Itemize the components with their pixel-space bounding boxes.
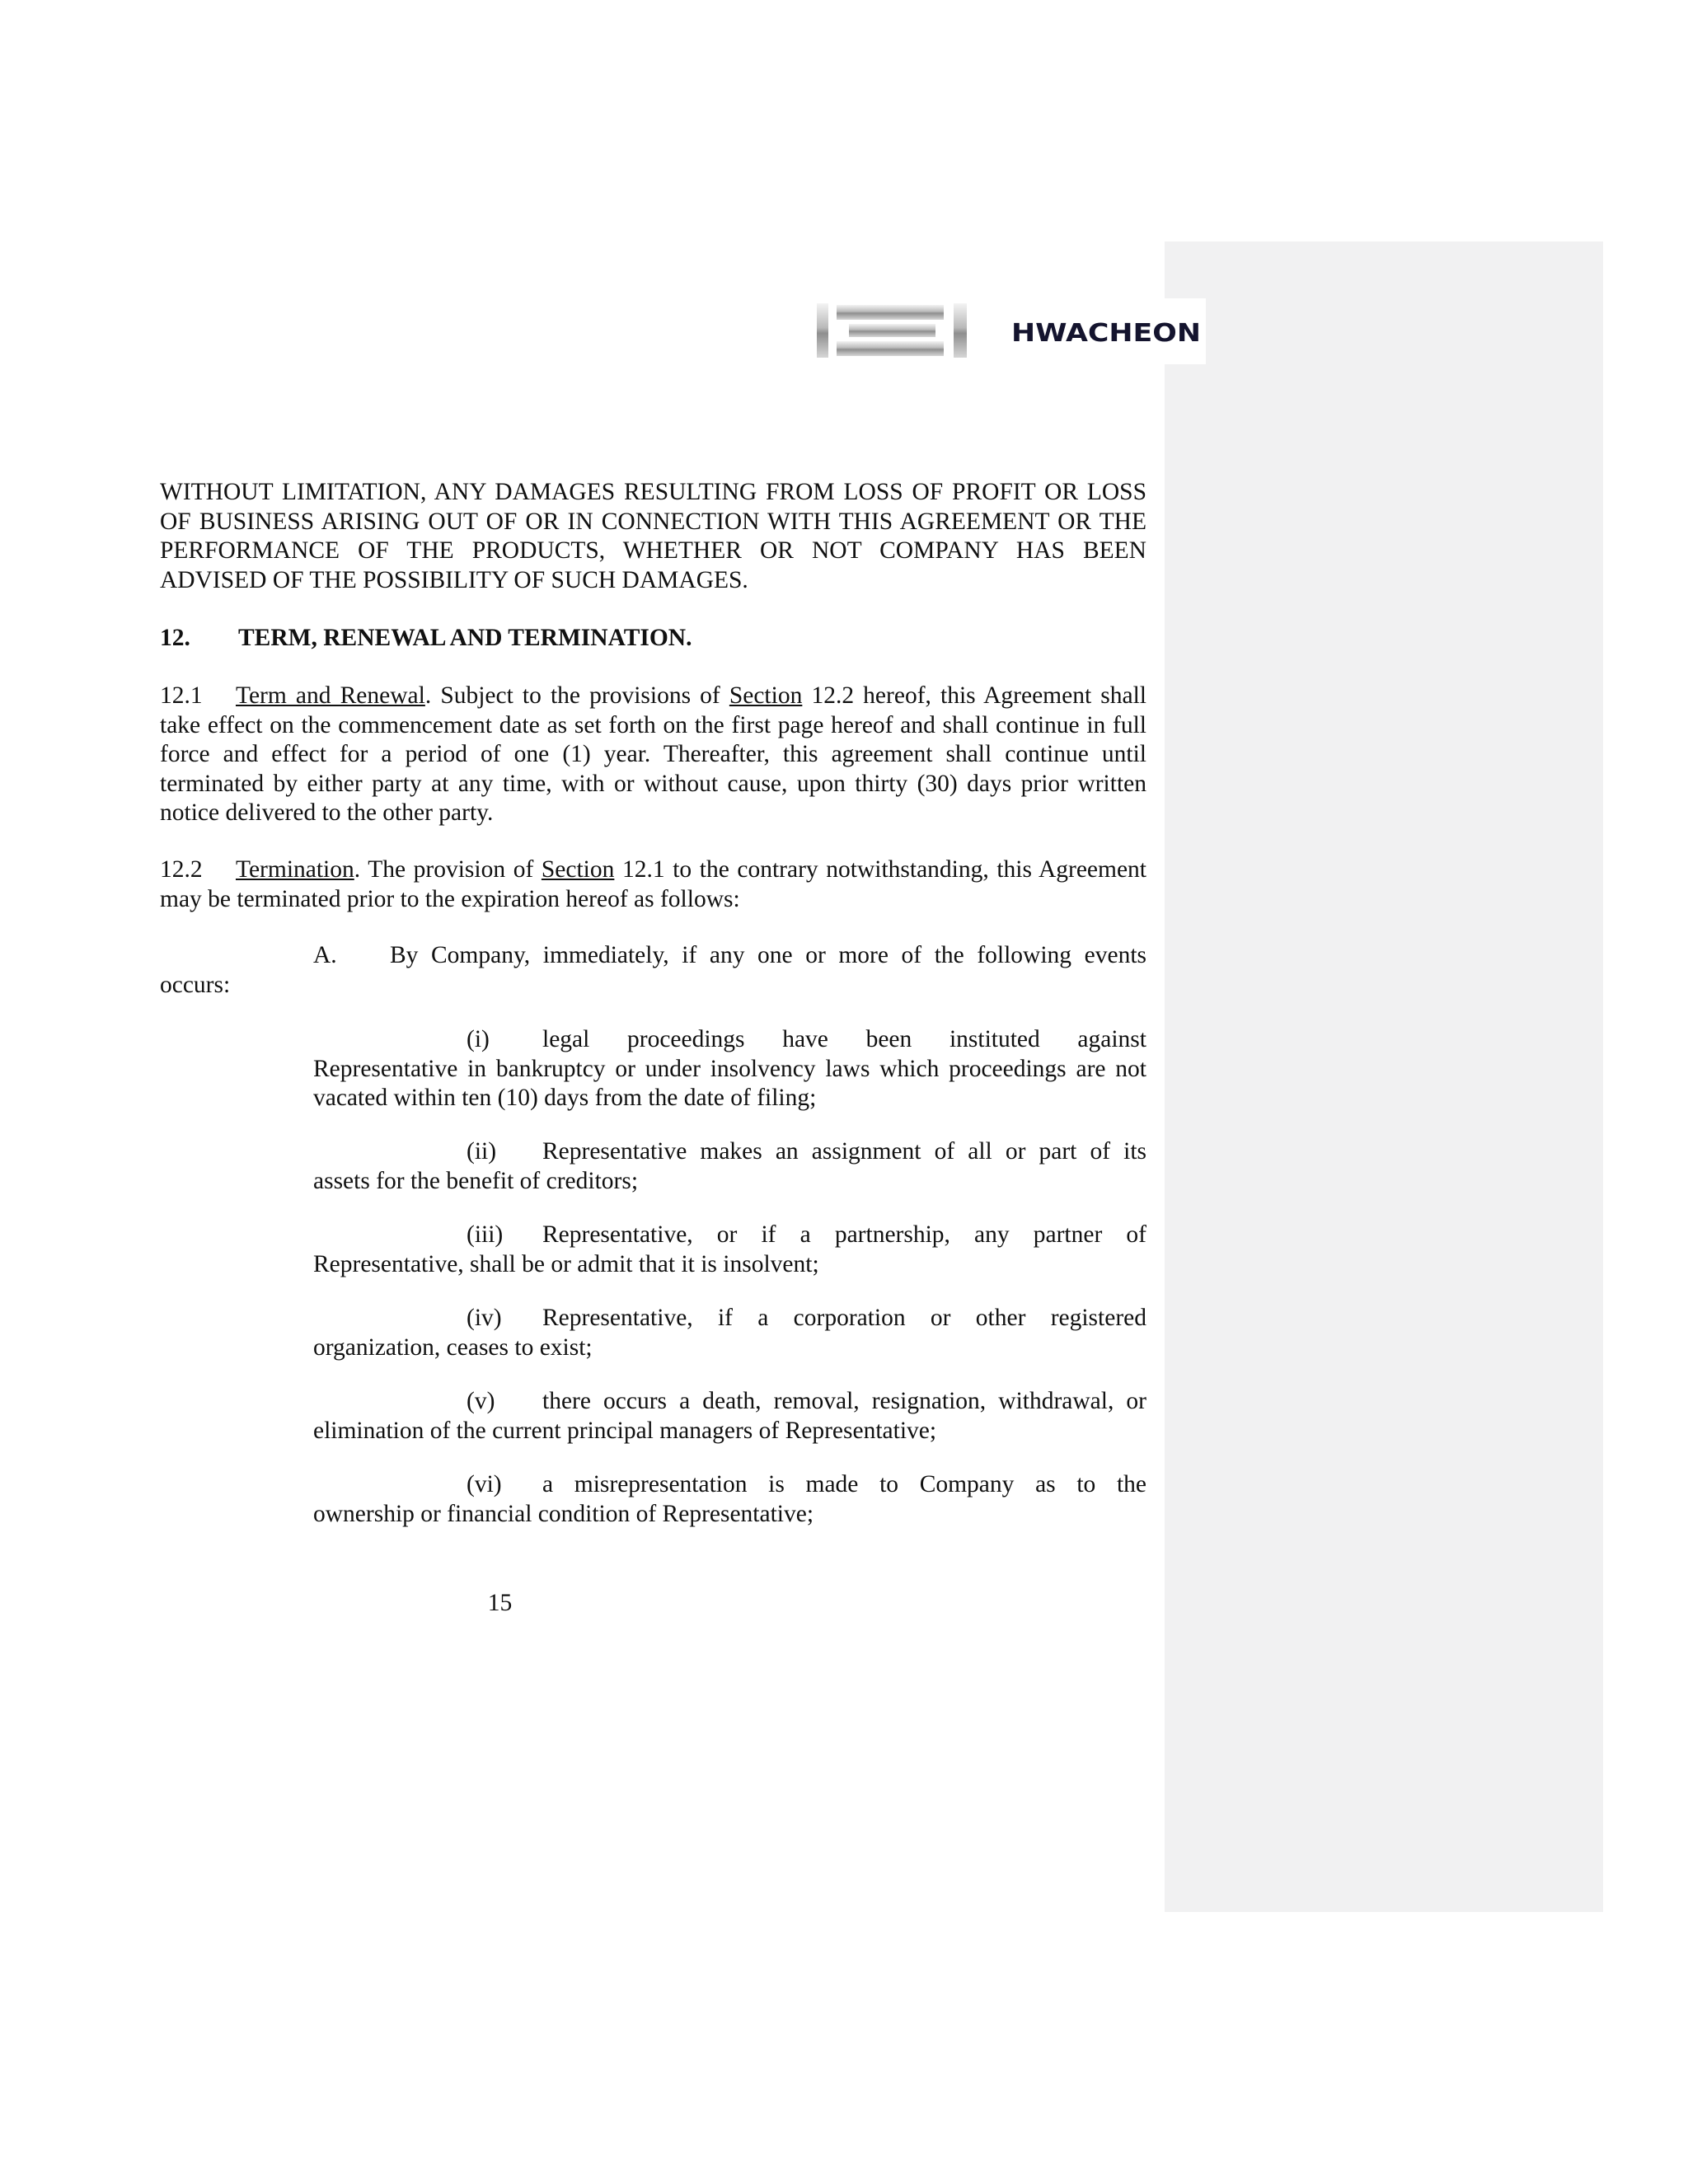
subitem-first-line: Representative, or if a partnership, any partner of [542, 1221, 1146, 1248]
list-item [313, 1387, 1146, 1446]
clause-body-text: 12.2 hereof, this Agreement shall take effect on the commencement date as set forth on the first page hereof and shall continue in full force and effect for a period of one (1) year. Thereafter, this agreement shall continue until terminated by either party at any time, with or without cause, upon thirty (30) days prior written notice delivered to the other party. [160, 682, 1146, 826]
section-12-heading [160, 624, 1146, 654]
list-item [313, 1137, 1146, 1196]
subitem-label: (v) [467, 1388, 495, 1414]
section-number: 12. [160, 625, 190, 651]
clause-lead-text: . Subject to the provisions of [424, 682, 729, 709]
clause-heading: Term and Renewal [236, 682, 425, 709]
section-title: TERM, RENEWAL AND TERMINATION. [238, 625, 692, 651]
logo-wordmark: HWACHEON [1011, 319, 1201, 348]
clause-12-1 [160, 682, 1146, 828]
subitem-first-line: Representative, if a corporation or other registered [542, 1305, 1146, 1331]
item-a-line [313, 941, 1146, 971]
clause-lead-text: . The provision of [354, 856, 542, 883]
subitem-continuation: ownership or financial condition of Representative; [313, 1500, 814, 1527]
subitem-label: (iv) [467, 1305, 502, 1331]
subitem-first-line: a misrepresentation is made to Company as to the [542, 1471, 1146, 1497]
subitem-first-line: there occurs a death, removal, resignation, withdrawal, or [542, 1388, 1146, 1414]
subitem-continuation: elimination of the current principal managers of Representative; [313, 1417, 937, 1444]
subitem-first-line: Representative makes an assignment of all or part of its [542, 1138, 1146, 1165]
hwacheon-logo-mark [812, 298, 1206, 364]
subitem-label: (vi) [467, 1471, 502, 1497]
page-number: 15 [487, 1590, 513, 1616]
item-a-label: A. [313, 942, 337, 968]
subitem-continuation: Representative in bankruptcy or under insolvency laws which proceedings are not vacated within ten (10) days from the date of filing; [313, 1055, 1146, 1111]
subitem-label: (i) [467, 1026, 490, 1052]
section-reference: Section [729, 682, 803, 709]
subitem-continuation: organization, ceases to exist; [313, 1333, 593, 1361]
clause-12-2 [160, 855, 1146, 914]
subitem-continuation: assets for the benefit of creditors; [313, 1167, 639, 1194]
liability-continuation: WITHOUT LIMITATION, ANY DAMAGES RESULTING FROM LOSS OF PROFIT OR LOSS OF BUSINESS ARISING OUT OF OR IN CONNECTION WITH THIS AGREEMENT OR THE PERFORMANCE OF THE PRODUCTS, WHETHER OR NOT COMPANY HAS BEEN ADVISED OF THE POSSIBILITY OF SUCH DAMAGES. [160, 479, 1146, 593]
item-a-trailing: occurs: [160, 971, 231, 998]
subitem-continuation: Representative, shall be or admit that it is insolvent; [313, 1250, 819, 1277]
list-item [313, 1025, 1146, 1113]
company-logo [812, 298, 1206, 364]
comment-margin-pane [1165, 241, 1603, 1912]
item-a [160, 941, 1146, 1000]
subitem-first-line: legal proceedings have been instituted against [542, 1026, 1146, 1052]
subitem-label: (iii) [467, 1221, 504, 1248]
section-reference: Section [541, 856, 615, 883]
list-item [313, 1304, 1146, 1362]
item-a-text: By Company, immediately, if any one or more of the following events [390, 942, 1146, 968]
clause-number: 12.1 [160, 682, 203, 709]
subitem-label: (ii) [467, 1138, 497, 1165]
list-item [313, 1470, 1146, 1529]
clause-number: 12.2 [160, 856, 203, 883]
clause-heading: Termination [236, 856, 354, 883]
list-item [313, 1221, 1146, 1279]
clause-body-text: 12.1 to the contrary notwithstanding, this Agreement may be terminated prior to the expiration hereof as follows: [160, 856, 1146, 912]
